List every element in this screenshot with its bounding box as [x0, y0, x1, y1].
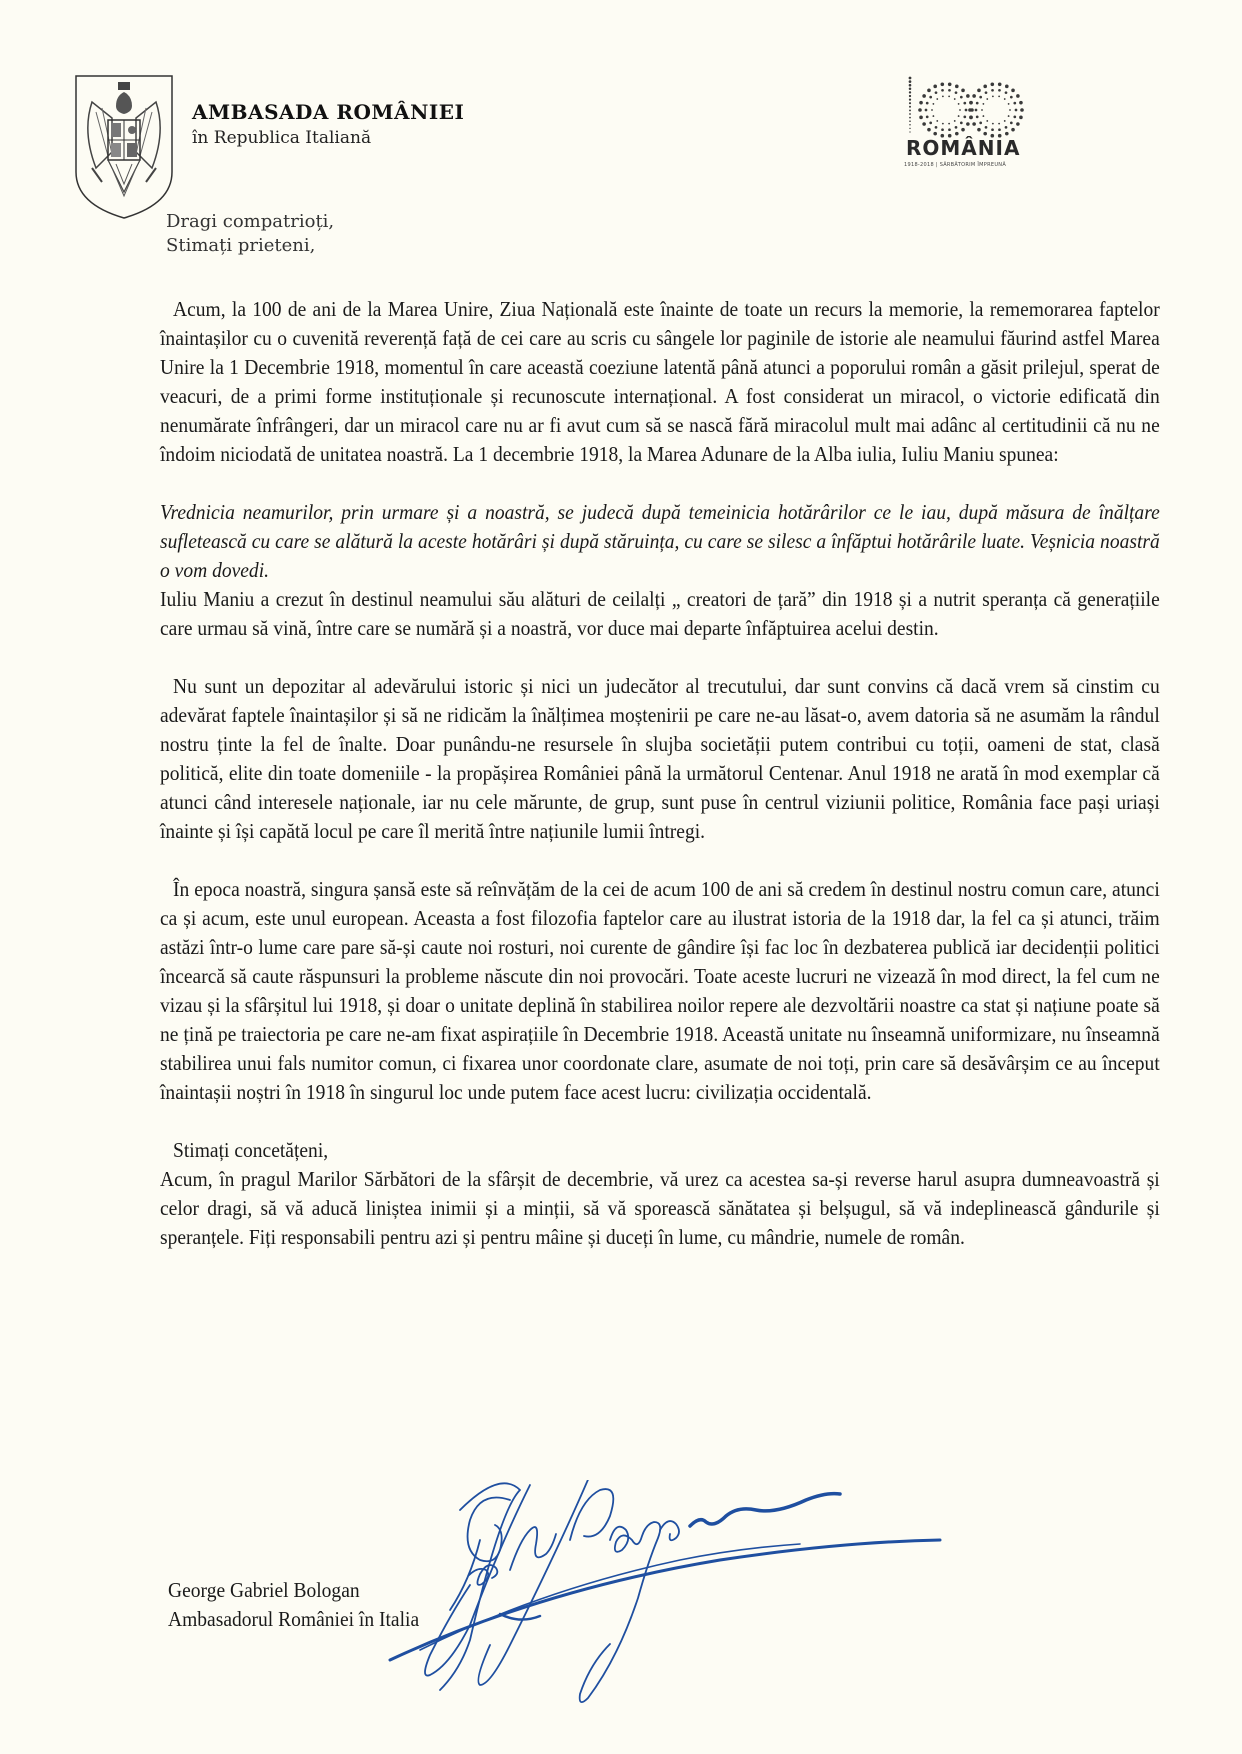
- logo-dot: [966, 94, 970, 98]
- paragraph-4: În epoca noastră, singura șansă este să reînvățăm de la cei de acum 100 de ani să credem în destinul nostru comun care, atunci ca și acum, este unul european. Aceasta a fost filozofia faptelor care au ilustrat istoria de la 1918 dar, la fel ca și atunci, trăim astăzi într-o lume care pare să-și caute noi rosturi, noi curente de gândire își fac loc în dezbaterea publică iar decidenții politici încearcă să caute răspunsuri la probleme născute din noi provocări. Toate aceste lucruri ne vizează în mod direct, la fel cum ne vizau și la sfârșitul lui 1918, și doar o unitate deplină în stabilirea noilor repere ale dezvoltării noastre ca stat și națiune poate să ne țină pe traiectoria pe care ne-am fixat aspirațiile în Decembrie 1918. Această unitate nu înseamnă uniformizare, nu înseamnă stabilirea unui fals numitor comun, ci fixarea unor coordonate clare, asumate de noi toți, prin care să desăvârșim ce au început înaintașii noștri în 1918 în singurul loc unde putem face acest lucru: civilizația occidentală.: [160, 877, 1160, 1104]
- paragraph-3: Nu sunt un depozitar al adevărului istoric și nici un judecător al trecutului, dar sunt convins că dacă vrem să cinstim cu adevărat faptele înaintașilor și să ne ridicăm la înălțimea moștenirii pe care ne-au lăsat-o, avem datoria să ne asumăm la rândul nostru ținte la fel de înalte. Doar punându-ne resursele în slujba societății putem contribui cu toții, oameni de stat, clasă politică, elite din toate domeniile - la propășirea României până la următorul Centenar. Anul 1918 ne arată în mod exemplar că atunci când interesele naționale, iar nu cele mărunte, de grup, sunt puse în centrul viziunii politice, România face pași uriași înainte și își capătă locul pe care îl merită între națiunile lumii întregi.: [160, 674, 1160, 843]
- logo-dot: [985, 91, 988, 94]
- logo-dot: [985, 126, 988, 129]
- logo-dot: [926, 115, 929, 118]
- logo-dot: [926, 102, 929, 105]
- letter-body: [160, 295, 1160, 1252]
- logo-dot: [954, 120, 956, 122]
- logo-dot: [977, 89, 981, 93]
- logo-dot: [948, 82, 952, 86]
- logo-dot: [975, 109, 978, 112]
- logo-dot: [927, 128, 931, 132]
- logo-dot: [979, 122, 982, 125]
- logo-dot: [960, 96, 963, 99]
- logo-dot: [976, 102, 979, 105]
- logo-dot: [941, 128, 944, 131]
- logo-dot: [972, 122, 976, 126]
- logo-dot: [972, 94, 976, 98]
- centenary-logo-tagline: 1918-2018 | SĂRBĂTORIM ÎMPREUNĂ: [904, 162, 1007, 168]
- logo-dot: [955, 91, 958, 94]
- logo-dot: [909, 95, 911, 97]
- logo-dot: [992, 123, 994, 125]
- logo-dot: [1004, 120, 1006, 122]
- handwritten-signature-icon: [360, 1480, 980, 1750]
- signatory-title: Ambasadorul României în Italia: [168, 1607, 420, 1631]
- logo-dot: [927, 89, 931, 93]
- logo-dot: [982, 115, 984, 117]
- logo-dot: [933, 132, 937, 136]
- logo-dot: [948, 89, 951, 92]
- logo-dot: [954, 98, 956, 100]
- salutation: [166, 210, 334, 258]
- logo-dot: [942, 123, 944, 125]
- logo-dot: [965, 109, 968, 112]
- logo-dot: [961, 89, 965, 93]
- logo-dot: [1013, 102, 1016, 105]
- paragraph-1: Acum, la 100 de ani de la Marea Unire, Ziua Națională este înainte de toate un recurs la memorie, la rememorarea faptelor înaintașilor cu o cuvenită reverență față de cei care au scris cu sângele lor paginile de istorie ale neamului făurind astfel Marea Unire la 1 Decembrie 1918, momentul în care această coeziune latentă până atunci a poporului român a găsit prilejul, sperat de veacuri, de a primi forme instituționale și recunoscute internațional. A fost considerat un miracol, o victorie edificată din nenumărate înfrângeri, dar un miracol care nu ar fi avut cum să se nască fără miracolul mult mai adânc al certitudinii că nu ne îndoim niciodată de unitatea noastră. La 1 decembrie 1918, la Marea Adunare de la Alba iulia, Iuliu Maniu spunea:: [160, 297, 1160, 466]
- logo-dot: [961, 128, 965, 132]
- logo-dot: [909, 91, 911, 93]
- logo-dot: [981, 109, 983, 111]
- coat-of-arms-icon: [72, 72, 176, 222]
- logo-dot: [991, 128, 994, 131]
- logo-dot: [1020, 108, 1024, 112]
- logo-dot: [941, 89, 944, 92]
- logo-dot: [1005, 85, 1009, 89]
- logo-dot: [909, 124, 911, 126]
- logo-dot: [1016, 122, 1020, 126]
- logo-dot: [948, 123, 950, 125]
- logo-dot: [1011, 128, 1015, 132]
- logo-dot: [958, 103, 960, 105]
- logo-dot: [998, 95, 1000, 97]
- logo-dot: [963, 102, 966, 105]
- logo-dot: [940, 82, 944, 86]
- logo-dot: [986, 98, 988, 100]
- logo-dot: [909, 117, 911, 119]
- institution-name: AMBASADA ROMÂNIEI: [192, 100, 465, 124]
- logo-dot: [1005, 91, 1008, 94]
- logo-dot: [1015, 109, 1018, 112]
- logo-dot: [925, 109, 928, 112]
- logo-dot: [909, 131, 910, 132]
- logo-dot: [1010, 96, 1013, 99]
- logo-dot: [959, 109, 961, 111]
- logo-dot: [909, 77, 912, 80]
- salutation-line-2: Stimați prieteni,: [166, 235, 316, 256]
- logo-dot: [948, 95, 950, 97]
- embassy-letterhead: [192, 100, 464, 148]
- logo-dot: [1010, 122, 1013, 125]
- logo-dot: [983, 132, 987, 136]
- logo-dot: [969, 116, 973, 120]
- logo-dot: [969, 101, 973, 105]
- logo-dot: [966, 122, 970, 126]
- logo-dot: [1008, 103, 1010, 105]
- salutation-line-1: Dragi compatrioți,: [166, 211, 335, 232]
- logo-dot: [932, 103, 934, 105]
- centenary-logo-word: ROMÂNIA: [906, 136, 1021, 160]
- logo-dot: [933, 85, 937, 89]
- logo-dot: [983, 85, 987, 89]
- logo-dot: [998, 89, 1001, 92]
- logo-dot: [982, 103, 984, 105]
- paragraph-2: Iuliu Maniu a crezut în destinul neamului său alături de ceilalți „ creatori de țară” din 1918 și a nutrit speranța că generațiile care urmau să vină, între care se numără și a noastră, vor duce mai departe înfăptuirea acelui destin.: [160, 587, 1160, 640]
- logo-dot: [922, 122, 926, 126]
- logo-dot: [909, 88, 912, 91]
- logo-dot: [1013, 115, 1016, 118]
- logo-dot: [909, 102, 911, 104]
- closing-greeting: Stimați concetățeni,: [173, 1138, 329, 1162]
- logo-dot: [909, 113, 911, 115]
- logo-dot: [936, 120, 938, 122]
- logo-dot: [919, 116, 923, 120]
- logo-dot: [1019, 116, 1023, 120]
- logo-dot: [998, 123, 1000, 125]
- closing-text: Acum, în pragul Marilor Sărbători de la sfârșit de decembrie, vă urez ca acestea sa-și reverse harul asupra dumneavoastră și celor dragi, să vă aducă liniștea inimii și a minții, să vă sporească sănătatea și belșugul, să vă indeplinească gândurile și speranțele. Fiți responsabili pentru azi și pentru mâine și duceți în lume, cu mândrie, numele de român.: [160, 1167, 1160, 1249]
- logo-dot: [977, 128, 981, 132]
- logo-dot: [1008, 115, 1010, 117]
- logo-dot: [909, 99, 911, 101]
- logo-dot: [1016, 94, 1020, 98]
- logo-dot: [998, 82, 1002, 86]
- maniu-quote: Vrednicia neamurilor, prin urmare și a noastră, se judecă după temeinicia hotărârilor ce le iau, după măsura de înălțare sufletească cu care se alătură la aceste hotărâri și după stăruința, cu care se silesc a înfăptui hotărârile luate. Veșnicia noastră o vom dovedi.: [160, 500, 1160, 582]
- logo-dot: [963, 115, 966, 118]
- logo-dot: [929, 122, 932, 125]
- logo-dot: [1005, 126, 1008, 129]
- logo-dot: [909, 106, 911, 108]
- logo-dot: [909, 80, 912, 83]
- logo-dot: [909, 84, 912, 87]
- logo-dot: [919, 101, 923, 105]
- logo-dot: [990, 82, 994, 86]
- logo-dot: [976, 115, 979, 118]
- logo-dot: [932, 115, 934, 117]
- logo-dot: [991, 89, 994, 92]
- logo-dot: [998, 128, 1001, 131]
- logo-dot: [979, 96, 982, 99]
- logo-dot: [948, 128, 951, 131]
- logo-dot: [909, 120, 911, 122]
- logo-dot: [935, 91, 938, 94]
- institution-subtitle: în Republica Italiană: [192, 128, 372, 148]
- logo-dot: [955, 132, 959, 136]
- logo-dot: [960, 122, 963, 125]
- logo-dot: [1009, 109, 1011, 111]
- logo-dot: [929, 96, 932, 99]
- logo-dot: [1019, 101, 1023, 105]
- logo-dot: [909, 109, 911, 111]
- logo-dot: [931, 109, 933, 111]
- logo-dot: [955, 85, 959, 89]
- logo-dot: [992, 95, 994, 97]
- logo-dot: [955, 126, 958, 129]
- logo-dot: [968, 108, 972, 112]
- logo-dot: [986, 120, 988, 122]
- logo-dot: [1011, 89, 1015, 93]
- logo-dot: [958, 115, 960, 117]
- logo-dot: [922, 94, 926, 98]
- logo-dot: [936, 98, 938, 100]
- signatory-name: George Gabriel Bologan: [168, 1578, 360, 1602]
- logo-dot: [909, 128, 910, 129]
- logo-dot: [942, 95, 944, 97]
- logo-dot: [935, 126, 938, 129]
- logo-dot: [918, 108, 922, 112]
- logo-dot: [1004, 98, 1006, 100]
- logo-dot: [1005, 132, 1009, 136]
